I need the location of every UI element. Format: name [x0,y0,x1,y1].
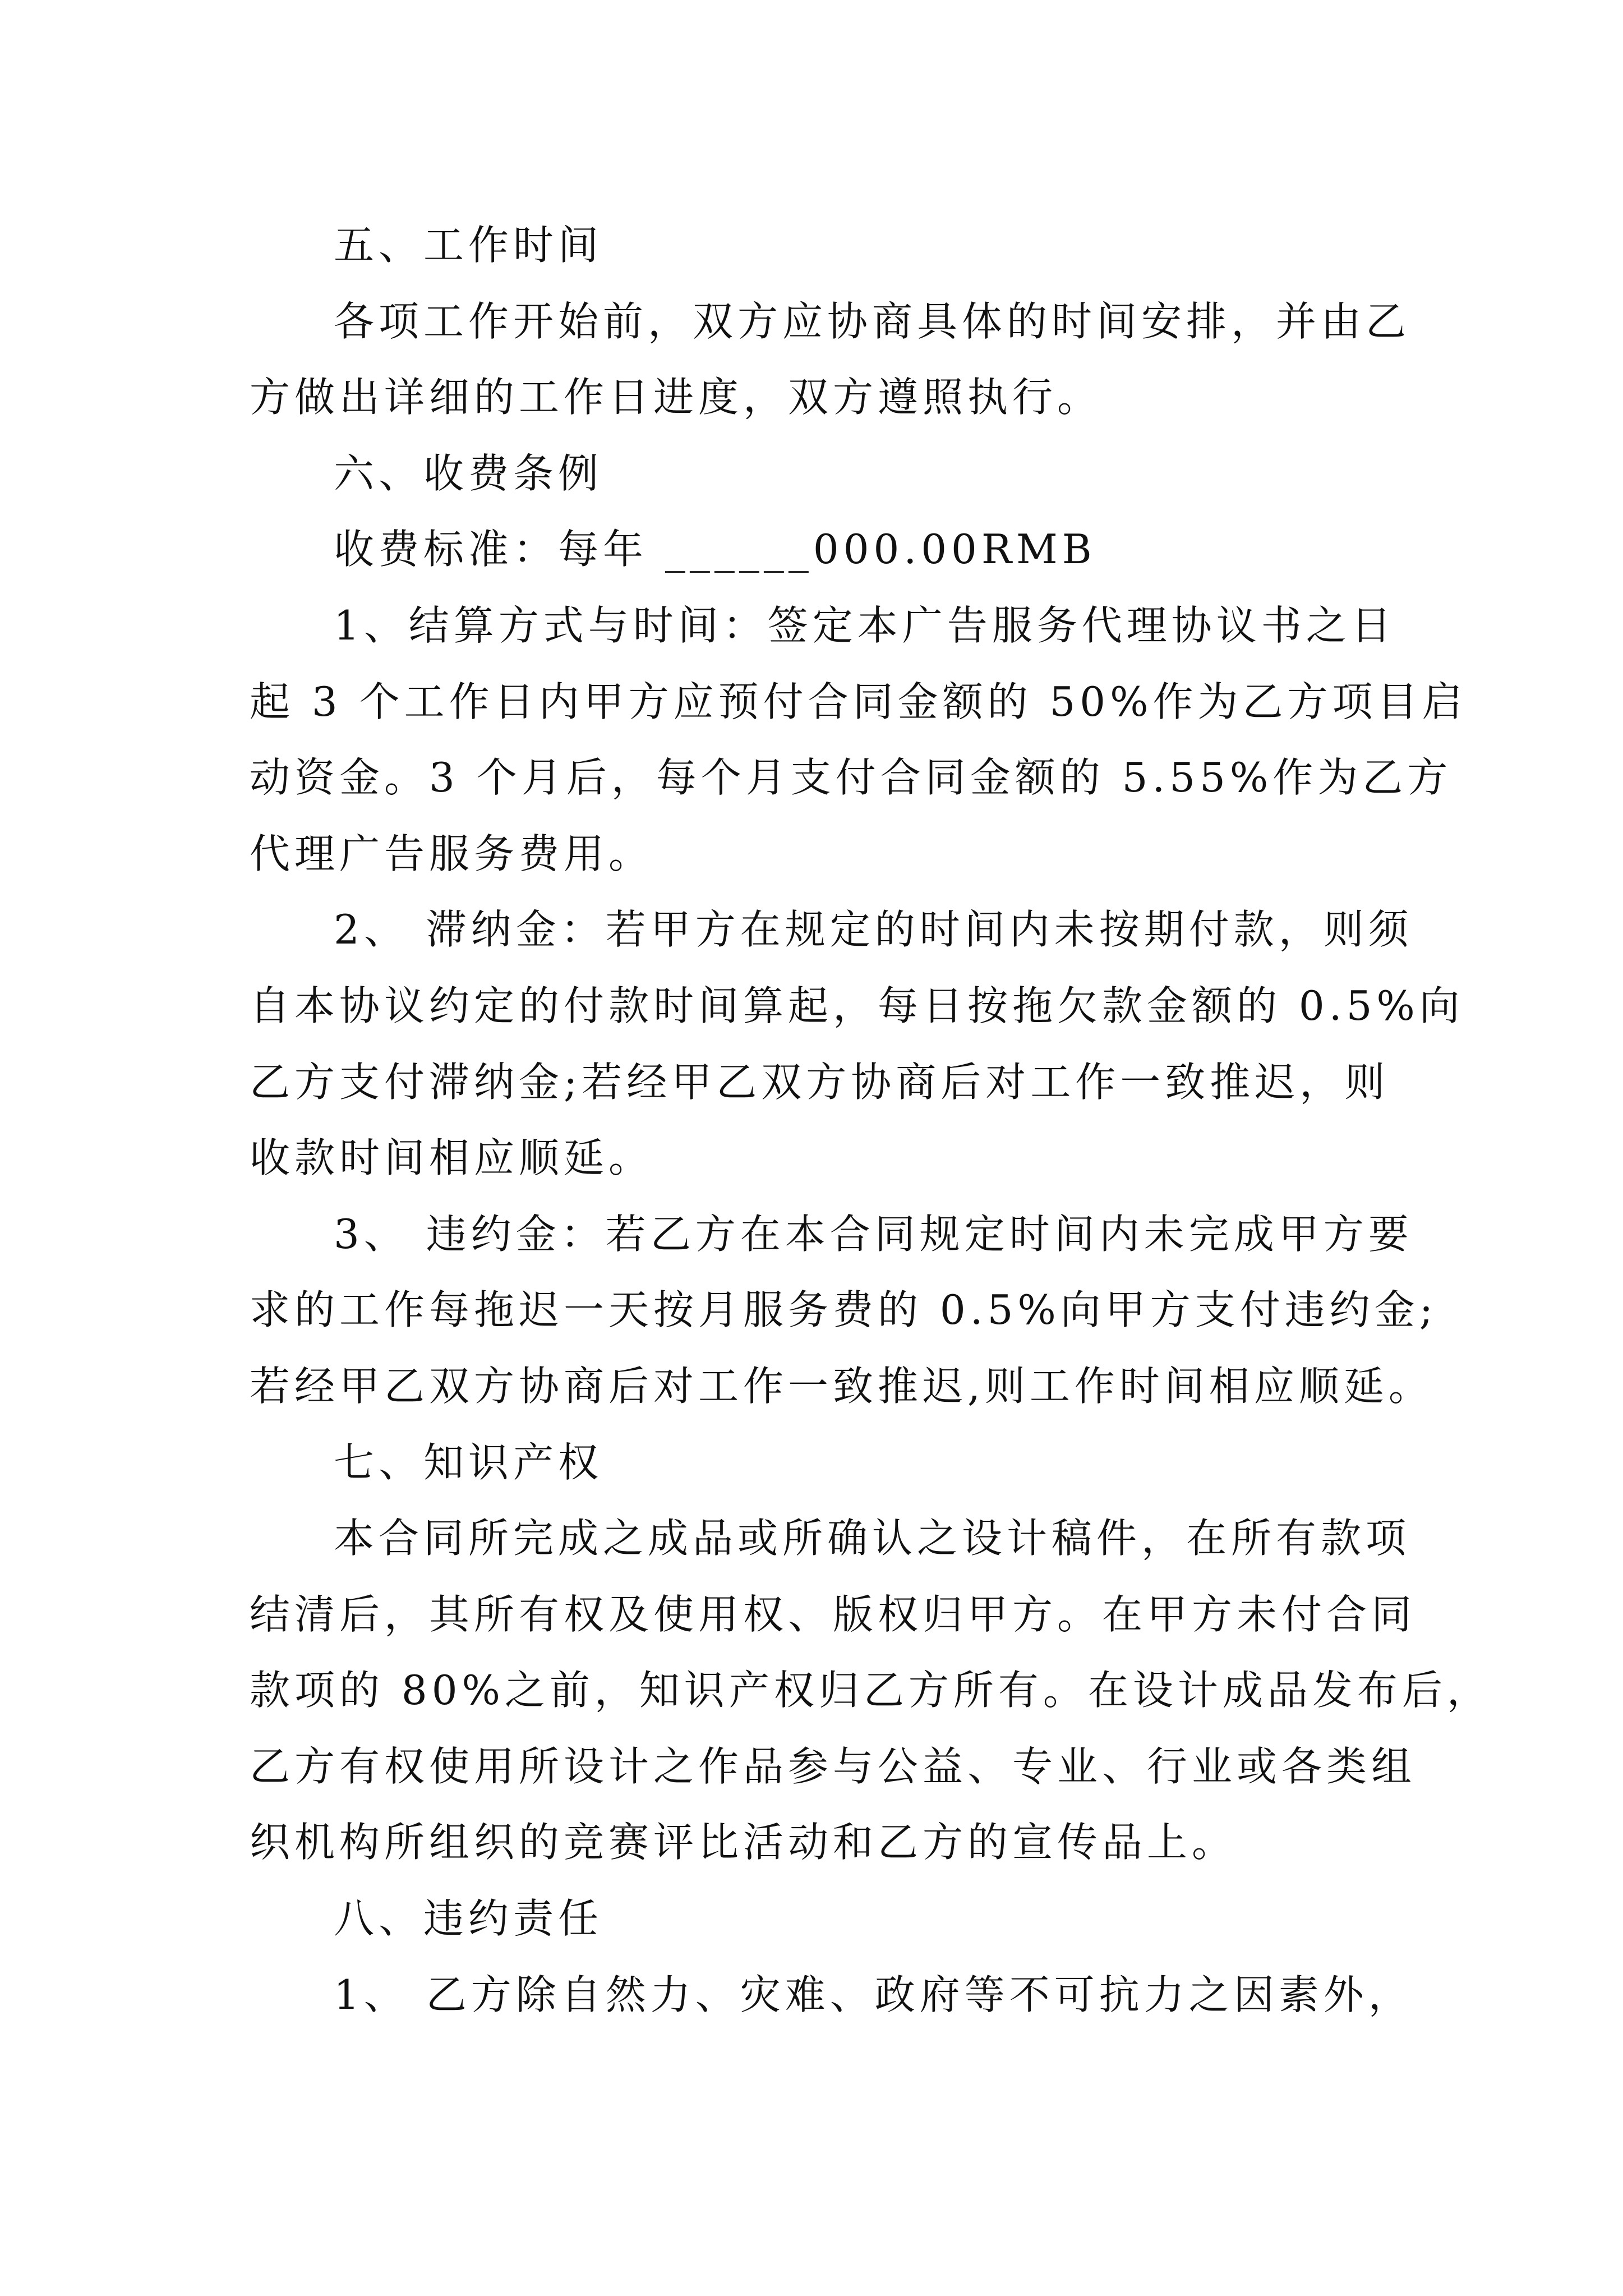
paragraph-line: 各项工作开始前，双方应协商具体的时间安排，并由乙 [334,297,1411,345]
paragraph-line: 动资金。3 个月后，每个月支付合同金额的 5.55%作为乙方 [250,754,1453,802]
paragraph-line: 乙方支付滞纳金;若经甲乙双方协商后对工作一致推迟，则 [250,1058,1390,1106]
paragraph-line: 本合同所完成之成品或所确认之设计稿件，在所有款项 [334,1515,1411,1562]
paragraph-line: 结清后，其所有权及使用权、版权归甲方。在甲方未付合同 [250,1590,1417,1638]
paragraph-line: 方做出详细的工作日进度，双方遵照执行。 [250,374,1103,421]
clause-settlement-line: 1、结算方式与时间：签定本广告服务代理协议书之日 [334,601,1396,649]
fee-standard-line: 收费标准：每年 ______000.00RMB [334,526,1096,573]
paragraph-line: 乙方有权使用所设计之作品参与公益、专业、行业或各类组 [250,1742,1417,1790]
clause-late-fee-line: 2、 滞纳金：若甲方在规定的时间内未按期付款，则须 [334,906,1413,954]
paragraph-line: 织机构所组织的竞赛评比活动和乙方的宣传品上。 [250,1819,1237,1866]
section-heading-liability: 八、违约责任 [334,1895,603,1943]
paragraph-line: 起 3 个工作日内甲方应预付合同金额的 50%作为乙方项目启 [250,678,1467,725]
section-heading-work-time: 五、工作时间 [334,222,603,269]
clause-penalty-line: 3、 违约金：若乙方在本合同规定时间内未完成甲方要 [334,1210,1413,1258]
clause-force-majeure-line: 1、 乙方除自然力、灾难、政府等不可抗力之因素外， [334,1971,1413,2018]
paragraph-line: 求的工作每拖迟一天按月服务费的 0.5%向甲方支付违约金; [250,1286,1438,1334]
paragraph-line: 收款时间相应顺延。 [250,1134,654,1182]
section-heading-fees: 六、收费条例 [334,449,603,497]
section-heading-ip: 七、知识产权 [334,1438,603,1486]
paragraph-line: 自本协议约定的付款时间算起，每日按拖欠款金额的 0.5%向 [250,982,1464,1029]
paragraph-line: 若经甲乙双方协商后对工作一致推迟,则工作时间相应顺延。 [250,1362,1433,1410]
paragraph-line: 代理广告服务费用。 [250,830,654,877]
document-body [250,208,1492,2033]
paragraph-line: 款项的 80%之前，知识产权归乙方所有。在设计成品发布后， [250,1667,1492,1714]
